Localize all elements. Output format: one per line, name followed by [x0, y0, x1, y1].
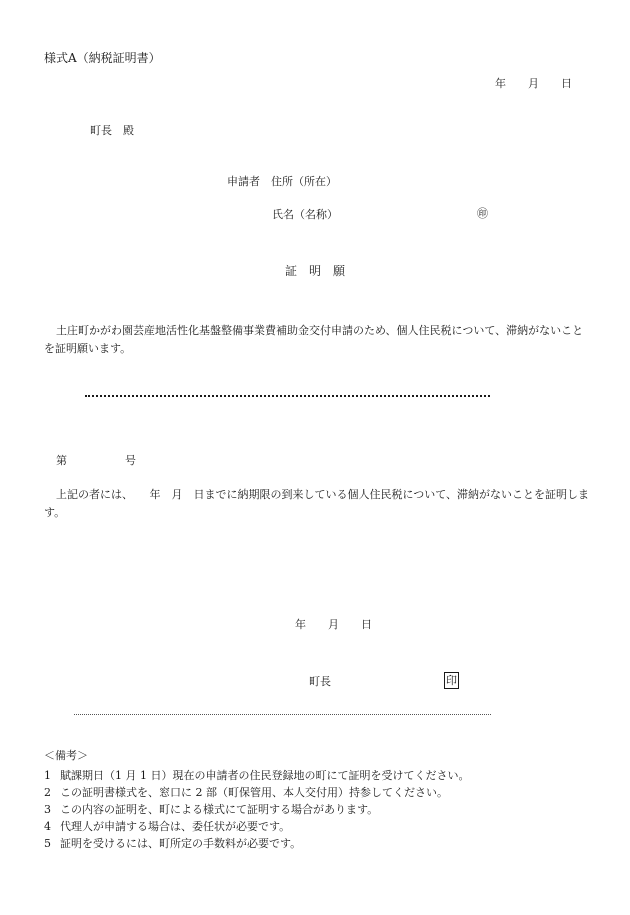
year-label: 年: [295, 618, 306, 631]
day-label: 日: [561, 77, 572, 90]
note-number: 4: [44, 820, 51, 833]
mayor-label: 町長: [309, 675, 331, 688]
applicant-seal-mark: ㊞: [477, 207, 488, 220]
addressee: 町長 殿: [90, 124, 134, 137]
note-number: 2: [44, 786, 51, 799]
note-item: [44, 784, 469, 801]
note-number: 3: [44, 803, 51, 816]
note-item: [44, 818, 469, 835]
certificate-number-suffix: 号: [125, 454, 136, 467]
note-text: 賦課期日（1 月 1 日）現在の申請者の住民登録地の町にて証明を受けてください。: [60, 769, 470, 782]
note-item: [44, 801, 469, 818]
note-text: 代理人が申請する場合は、委任状が必要です。: [60, 820, 291, 833]
note-text: 証明を受けるには、町所定の手数料が必要です。: [60, 837, 302, 850]
note-number: 5: [44, 837, 51, 850]
day-label: 日: [361, 618, 372, 631]
note-text: この証明書様式を、窓口に 2 部（町保管用、本人交付用）持参してください。: [60, 786, 448, 799]
note-text: この内容の証明を、町による様式にて証明する場合があります。: [60, 803, 379, 816]
certificate-number: [56, 455, 136, 466]
notes-list: [44, 767, 469, 852]
applicant-address-label: 申請者 住所（所在）: [227, 175, 337, 188]
cut-line: [85, 395, 490, 397]
month-label: 月: [528, 77, 539, 90]
note-item: [44, 767, 469, 784]
form-title: 様式A（納税証明書）: [44, 51, 161, 65]
note-item: [44, 835, 469, 852]
mayor-seal-box: 印: [446, 674, 457, 687]
separator-line: [74, 714, 491, 715]
request-paragraph: 土庄町かがわ園芸産地活性化基盤整備事業費補助金交付申請のため、個人住民税について、滞納がないことを証明願います。: [44, 324, 584, 355]
document-heading: 証 明 願: [284, 264, 345, 278]
applicant-name-label: 氏名（名称）: [272, 208, 338, 221]
date-field-bottom: [295, 619, 372, 630]
certificate-number-prefix: 第: [56, 454, 67, 467]
date-field-top: [495, 78, 572, 89]
notes-title: ＜備考＞: [44, 749, 88, 762]
note-number: 1: [44, 769, 51, 782]
certify-paragraph: 上記の者には、 年 月 日までに納期限の到来している個人住民税について、滞納がないことを証明します。: [44, 488, 590, 519]
month-label: 月: [328, 618, 339, 631]
year-label: 年: [495, 77, 506, 90]
